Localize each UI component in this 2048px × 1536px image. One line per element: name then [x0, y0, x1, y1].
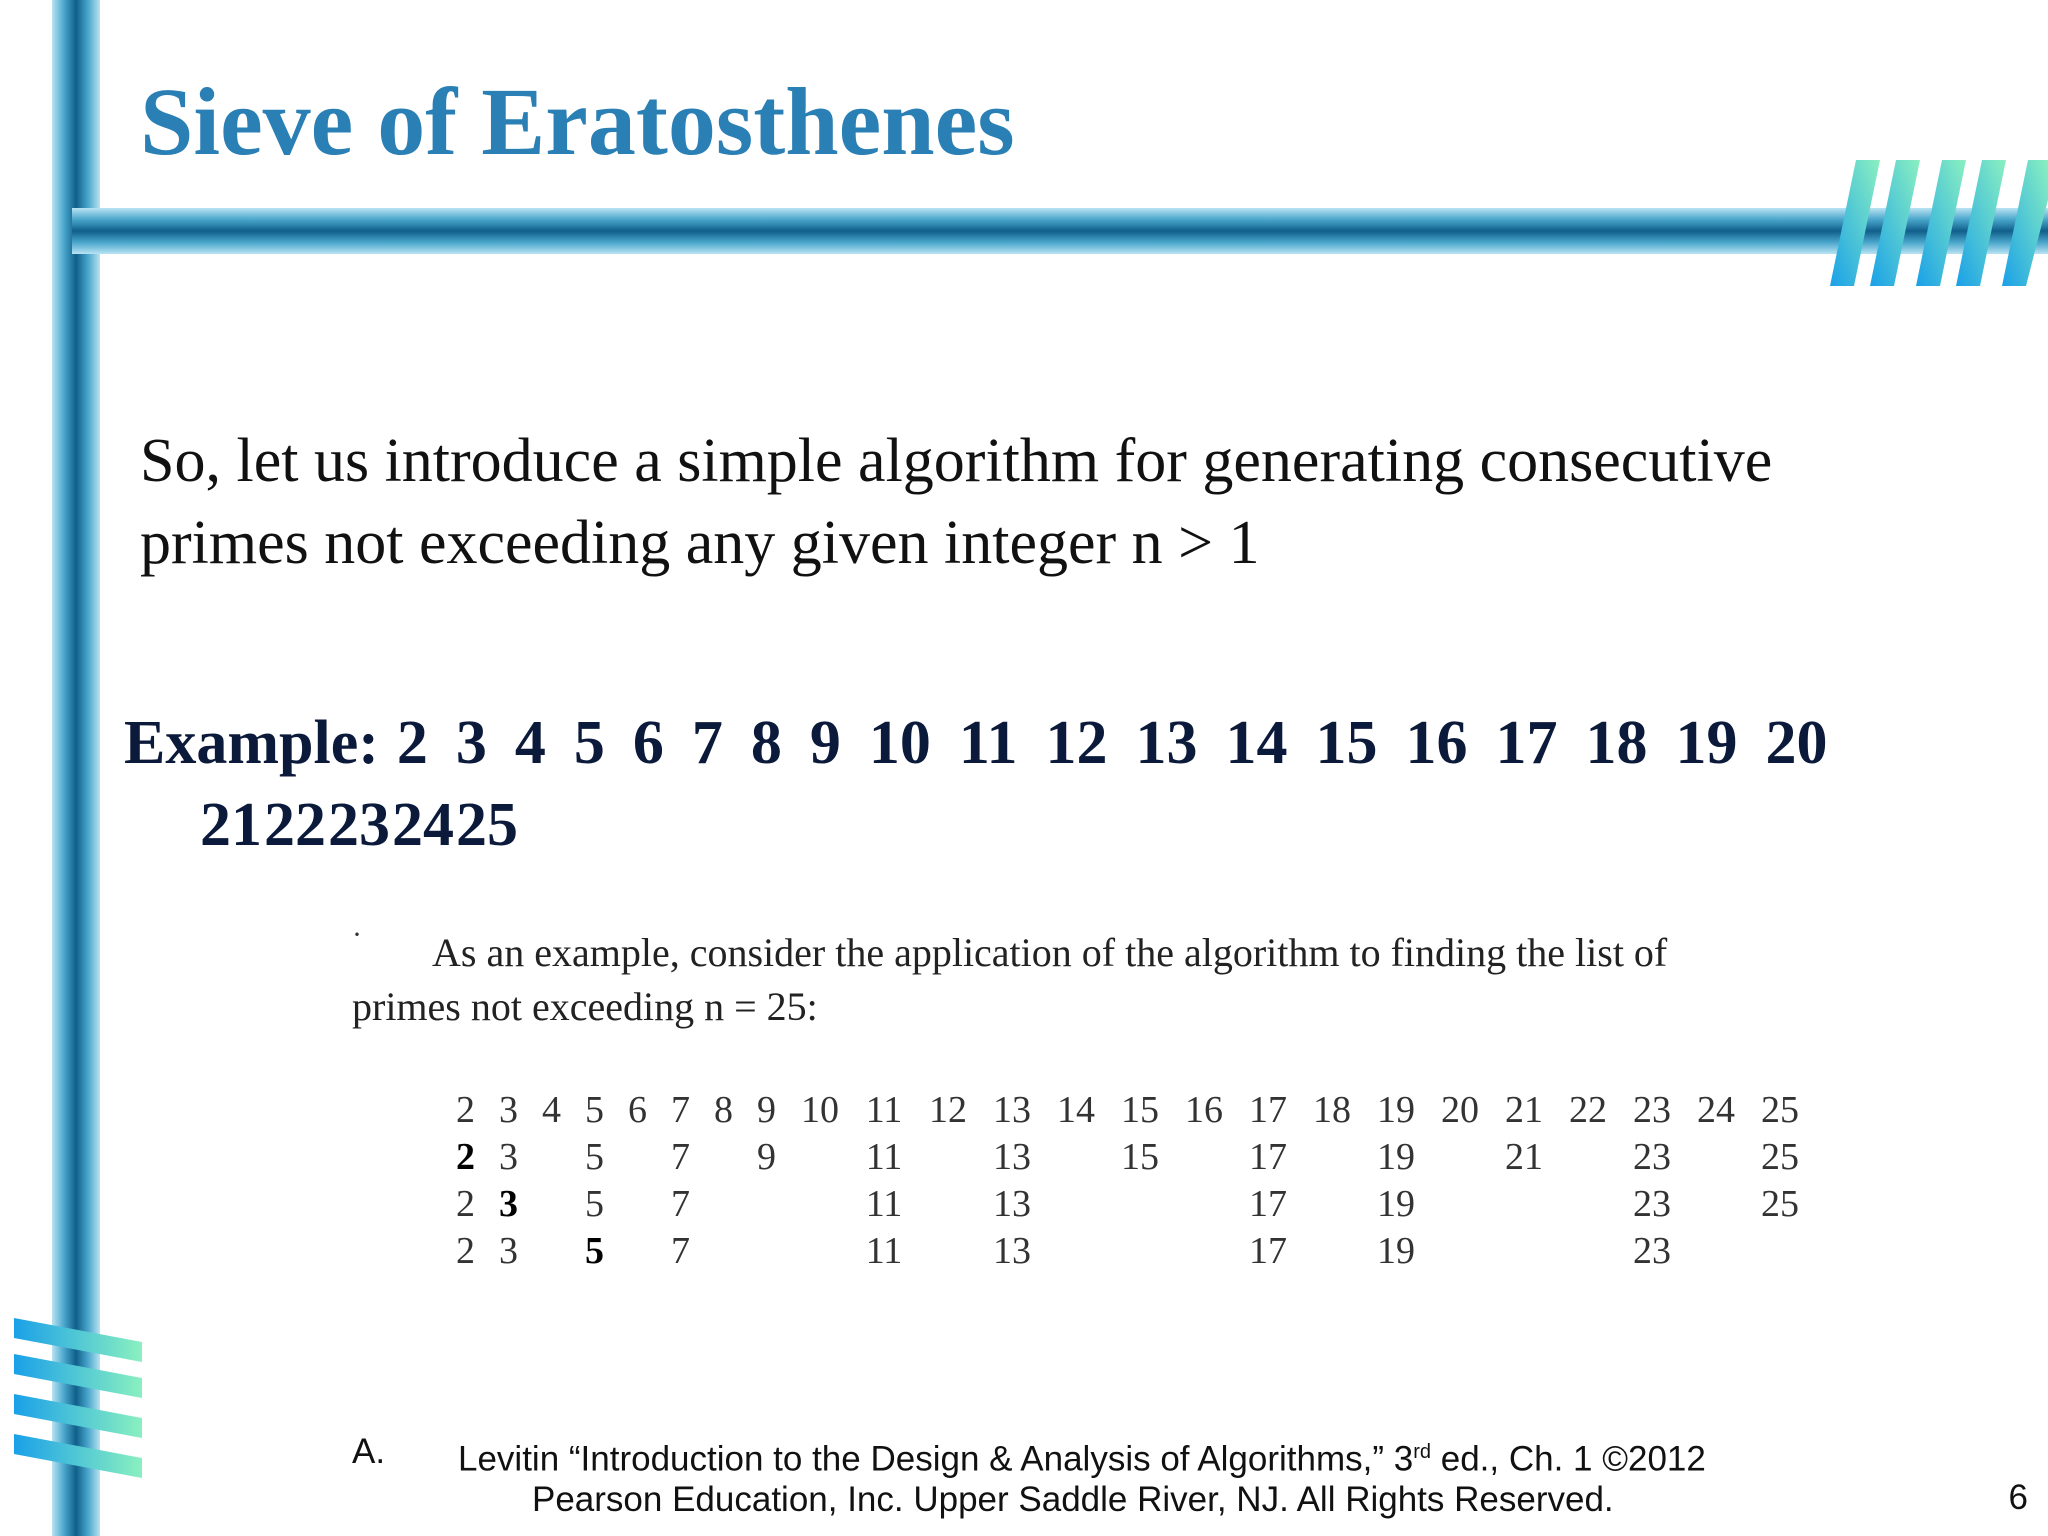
sieve-cell: [1428, 1180, 1492, 1227]
sieve-cell: 23: [1633, 1182, 1671, 1225]
example-numbers-line-2: [124, 784, 2024, 866]
sieve-cell: 7: [671, 1182, 690, 1225]
sieve-cell: 8: [714, 1088, 733, 1131]
sieve-cell: 19: [1377, 1182, 1415, 1225]
sieve-cell: [702, 1133, 745, 1180]
sieve-cell: 12: [929, 1088, 967, 1131]
sieve-cell: [916, 1133, 980, 1180]
sieve-cell: [745, 1180, 788, 1227]
example-number: 22: [264, 791, 326, 859]
example-number: 3: [455, 709, 487, 777]
sieve-cell: [702, 1180, 745, 1227]
example-number: 19: [1675, 709, 1738, 777]
sieve-cell: [1108, 1227, 1172, 1274]
sieve-cell: 17: [1249, 1088, 1287, 1131]
sieve-cell: [1748, 1227, 1812, 1274]
sieve-cell: 14: [1057, 1088, 1095, 1131]
example-number: 7: [691, 709, 723, 777]
example-number: 10: [868, 709, 931, 777]
example-number: 23: [328, 791, 390, 859]
sieve-row: [444, 1086, 1812, 1133]
sieve-cell: 7: [671, 1135, 690, 1178]
sieve-cell: [530, 1133, 573, 1180]
sieve-cell: 9: [757, 1088, 776, 1131]
sieve-cell: [1556, 1133, 1620, 1180]
sieve-row: [444, 1180, 1812, 1227]
sieve-cell: 17: [1249, 1135, 1287, 1178]
example-number: 6: [632, 709, 664, 777]
sieve-cell: [788, 1133, 852, 1180]
sieve-cell: [530, 1180, 573, 1227]
sieve-cell: 16: [1185, 1088, 1223, 1131]
sieve-cell: 25: [1761, 1088, 1799, 1131]
sieve-cell: [1044, 1227, 1108, 1274]
example-number: 4: [514, 709, 546, 777]
sieve-cell: 13: [993, 1229, 1031, 1272]
example-number: 21: [200, 791, 262, 859]
sieve-cell: 13: [993, 1135, 1031, 1178]
example-number: 8: [750, 709, 782, 777]
sieve-cell: [616, 1227, 659, 1274]
example-line-1: [124, 702, 2024, 784]
sieve-cell: [1684, 1180, 1748, 1227]
example-number: 15: [1315, 709, 1378, 777]
sieve-cell: 2: [456, 1229, 475, 1272]
sieve-cell: 3: [499, 1229, 518, 1272]
sieve-cell: 5: [585, 1135, 604, 1178]
sieve-cell: 2: [456, 1088, 475, 1131]
sieve-cell: 11: [865, 1135, 903, 1178]
example-block: [124, 702, 2024, 866]
example-number: 14: [1225, 709, 1288, 777]
sieve-cell: [1172, 1133, 1236, 1180]
sieve-cell: [1492, 1227, 1556, 1274]
sieve-cell: [1300, 1180, 1364, 1227]
sieve-cell: 11: [865, 1229, 903, 1272]
sieve-cell: 9: [757, 1135, 776, 1178]
sieve-cell: [1492, 1180, 1556, 1227]
sieve-cell: [1108, 1180, 1172, 1227]
sieve-cell: [745, 1227, 788, 1274]
sieve-cell: [1044, 1180, 1108, 1227]
excerpt-text: [352, 926, 1872, 1034]
sieve-cell: [1044, 1133, 1108, 1180]
sieve-cell: 22: [1569, 1088, 1607, 1131]
sieve-cell: 17: [1249, 1229, 1287, 1272]
example-number: 12: [1045, 709, 1108, 777]
slide-title: Sieve of Eratosthenes: [140, 68, 1015, 175]
corner-logo-icon-bottom: [14, 1318, 142, 1488]
corner-logo-icon: [1830, 160, 2048, 286]
sieve-cell: 3: [499, 1088, 518, 1131]
book-excerpt-image: [352, 918, 1872, 1272]
page-number: 6: [2008, 1478, 2028, 1517]
sieve-cell: [788, 1180, 852, 1227]
example-number: 11: [958, 709, 1018, 777]
sieve-cell: 2: [456, 1182, 475, 1225]
sieve-cell: [1428, 1133, 1492, 1180]
sieve-cell: 24: [1697, 1088, 1735, 1131]
title-underline-bar: [72, 208, 2048, 254]
example-numbers-line-1: [397, 709, 1856, 777]
sieve-cell: [530, 1227, 573, 1274]
sieve-cell: 7: [671, 1229, 690, 1272]
sieve-cell: 3: [499, 1182, 518, 1225]
sieve-cell: 13: [993, 1088, 1031, 1131]
intro-line-1: So, let us introduce a simple algorithm for generating consecutive: [140, 427, 1773, 495]
sieve-cell: 23: [1633, 1229, 1671, 1272]
sieve-cell: [1172, 1180, 1236, 1227]
excerpt-text-line-1: As an example, consider the application of the algorithm to finding the list of: [432, 930, 1668, 975]
sieve-cell: 23: [1633, 1135, 1671, 1178]
sieve-cell: 17: [1249, 1182, 1287, 1225]
sieve-cell: [702, 1227, 745, 1274]
sieve-cell: 23: [1633, 1088, 1671, 1131]
sieve-cell: 25: [1761, 1182, 1799, 1225]
citation-line-2: Pearson Education, Inc. Upper Saddle River, NJ. All Rights Reserved.: [532, 1480, 1614, 1519]
sieve-cell: 11: [865, 1088, 903, 1131]
excerpt-bullet: ·: [352, 918, 362, 951]
sieve-cell: 13: [993, 1182, 1031, 1225]
sieve-cell: [1172, 1227, 1236, 1274]
intro-text: [140, 420, 2000, 584]
example-number: 20: [1765, 709, 1828, 777]
sieve-cell: [1556, 1180, 1620, 1227]
sieve-cell: [1428, 1227, 1492, 1274]
sieve-cell: 19: [1377, 1088, 1415, 1131]
sieve-row: [444, 1227, 1812, 1274]
example-number: 17: [1495, 709, 1558, 777]
sieve-cell: 7: [671, 1088, 690, 1131]
example-number: 25: [456, 791, 518, 859]
sieve-cell: [1684, 1227, 1748, 1274]
sieve-table: [444, 1086, 1812, 1274]
example-number: 13: [1135, 709, 1198, 777]
example-number: 2: [396, 709, 428, 777]
sieve-cell: [916, 1227, 980, 1274]
excerpt-text-line-2: primes not exceeding n = 25:: [352, 984, 818, 1029]
sieve-cell: 4: [542, 1088, 561, 1131]
sieve-row: [444, 1133, 1812, 1180]
sieve-cell: 5: [585, 1088, 604, 1131]
citation-line-1-text: Levitin “Introduction to the Design & Analysis of Algorithms,” 3: [458, 1439, 1414, 1479]
sieve-cell: [916, 1180, 980, 1227]
citation-superscript: rd: [1413, 1441, 1431, 1463]
example-number: 18: [1585, 709, 1648, 777]
sieve-cell: 19: [1377, 1229, 1415, 1272]
sieve-cell: [788, 1227, 852, 1274]
intro-line-2: primes not exceeding any given integer n > 1: [140, 509, 1260, 577]
sieve-cell: 18: [1313, 1088, 1351, 1131]
sieve-cell: 15: [1121, 1088, 1159, 1131]
sieve-cell: [1300, 1227, 1364, 1274]
sieve-cell: [1556, 1227, 1620, 1274]
sieve-cell: 10: [801, 1088, 839, 1131]
sieve-cell: 6: [628, 1088, 647, 1131]
sieve-cell: [1684, 1133, 1748, 1180]
sieve-cell: 2: [456, 1135, 475, 1178]
sieve-cell: 19: [1377, 1135, 1415, 1178]
sieve-cell: 21: [1505, 1135, 1543, 1178]
sieve-cell: 15: [1121, 1135, 1159, 1178]
citation-marker: A.: [352, 1432, 386, 1471]
sieve-cell: 5: [585, 1182, 604, 1225]
sieve-cell: 11: [865, 1182, 903, 1225]
sieve-cell: [616, 1133, 659, 1180]
sieve-cell: [616, 1180, 659, 1227]
sieve-cell: [1300, 1133, 1364, 1180]
citation-line-1-tail: ed., Ch. 1 ©2012: [1431, 1439, 1706, 1479]
example-number: 24: [392, 791, 454, 859]
sieve-cell: 25: [1761, 1135, 1799, 1178]
sieve-cell: 20: [1441, 1088, 1479, 1131]
sieve-cell: 5: [585, 1229, 604, 1272]
example-label: Example:: [124, 709, 379, 777]
sieve-cell: 3: [499, 1135, 518, 1178]
example-number: 16: [1405, 709, 1468, 777]
example-number: 9: [809, 709, 841, 777]
sieve-cell: 21: [1505, 1088, 1543, 1131]
example-number: 5: [573, 709, 605, 777]
